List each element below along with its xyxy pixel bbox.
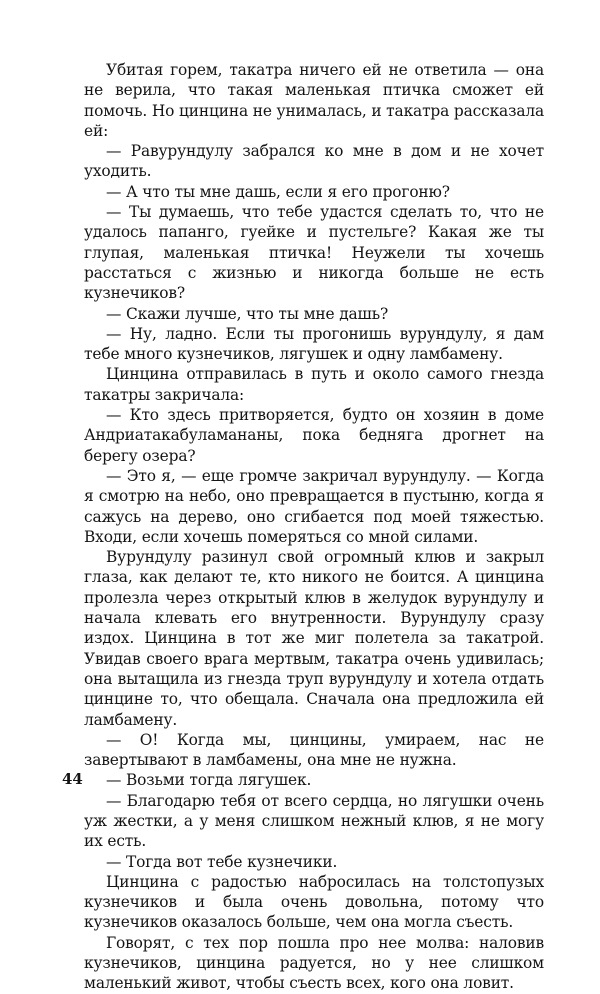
paragraph-3: — А что ты мне дашь, если я его прогоню? [106, 182, 450, 201]
paragraph-15: Цинцина с радостью набросилась на толстопузых кузнечиков и была очень довольна, потому что кузнечиков оказалось больше, чем она могла съесть. [84, 872, 544, 932]
paragraph-7: Цинцина отправилась в путь и около самого гнезда такатры закричала: [84, 365, 544, 404]
paragraph-11: — О! Когда мы, цинцины, умираем, нас не завертывают в ламбамены, она мне не нужна. [84, 730, 544, 770]
page-number: 44 [62, 770, 83, 788]
paragraph-10: Вурундулу разинул свой огромный клюв и закрыл глаза, как делают те, кто никого не боится. А цинцина пролезла через открытый клюв в желудок вурундулу и начала клевать его внутренности. Вурундулу сразу издох. Цинцина в тот же миг полетела за такатрой. Увидав своего врага мертвым, такатра очень удивилась; она вытащила из гнезда труп вурундулу и хотела отдать цинцине то, что обещала. Сначала она предложила ей ламбамену. [84, 548, 544, 729]
paragraph-1: Убитая горем, такатра ничего ей не ответила — она не верила, что такая маленькая птичка сможет ей помочь. Но цинцина не унималась, и такатра рассказала ей: [84, 61, 544, 140]
paragraph-2: — Равурундулу забрался ко мне в дом и не хочет уходить. [84, 142, 544, 181]
paragraph-4: — Ты думаешь, что тебе удастся сделать то, что не удалось папанго, гуейке и пустельге? Какая же ты глупая, маленькая птичка! Неужели ты хочешь расстаться с жизнью и никогда больше не есть кузнечиков? [84, 203, 544, 303]
paragraph-16: Говорят, с тех пор пошла про нее молва: наловив кузнечиков, цинцина радуется, но у нее слишком маленький живот, чтобы съесть всех, кого она ловит. [84, 933, 544, 993]
paragraph-9: — Это я, — еще громче закричал вурундулу. — Когда я смотрю на небо, оно превращается в пустыню, когда я сажусь на дерево, оно сгибается под моей тяжестью. Входи, если хочешь померяться со мной силами. [84, 466, 544, 546]
paragraph-13: — Благодарю тебя от всего сердца, но лягушки очень уж жестки, а у меня слишком нежный клюв, я не могу их есть. [84, 791, 544, 851]
paragraph-14: — Тогда вот тебе кузнечики. [106, 852, 338, 871]
paragraph-12: — Возьми тогда лягушек. [106, 771, 312, 790]
page-body [84, 60, 544, 994]
paragraph-5: — Скажи лучше, что ты мне дашь? [106, 304, 389, 323]
paragraph-8: — Кто здесь притворяется, будто он хозяин в доме Андриатакабуламананы, пока бедняга дрогнет на берегу озера? [84, 406, 544, 465]
paragraph-6: — Ну, ладно. Если ты прогонишь вурундулу, я дам тебе много кузнечиков, лягушек и одну ламбамену. [84, 324, 544, 364]
